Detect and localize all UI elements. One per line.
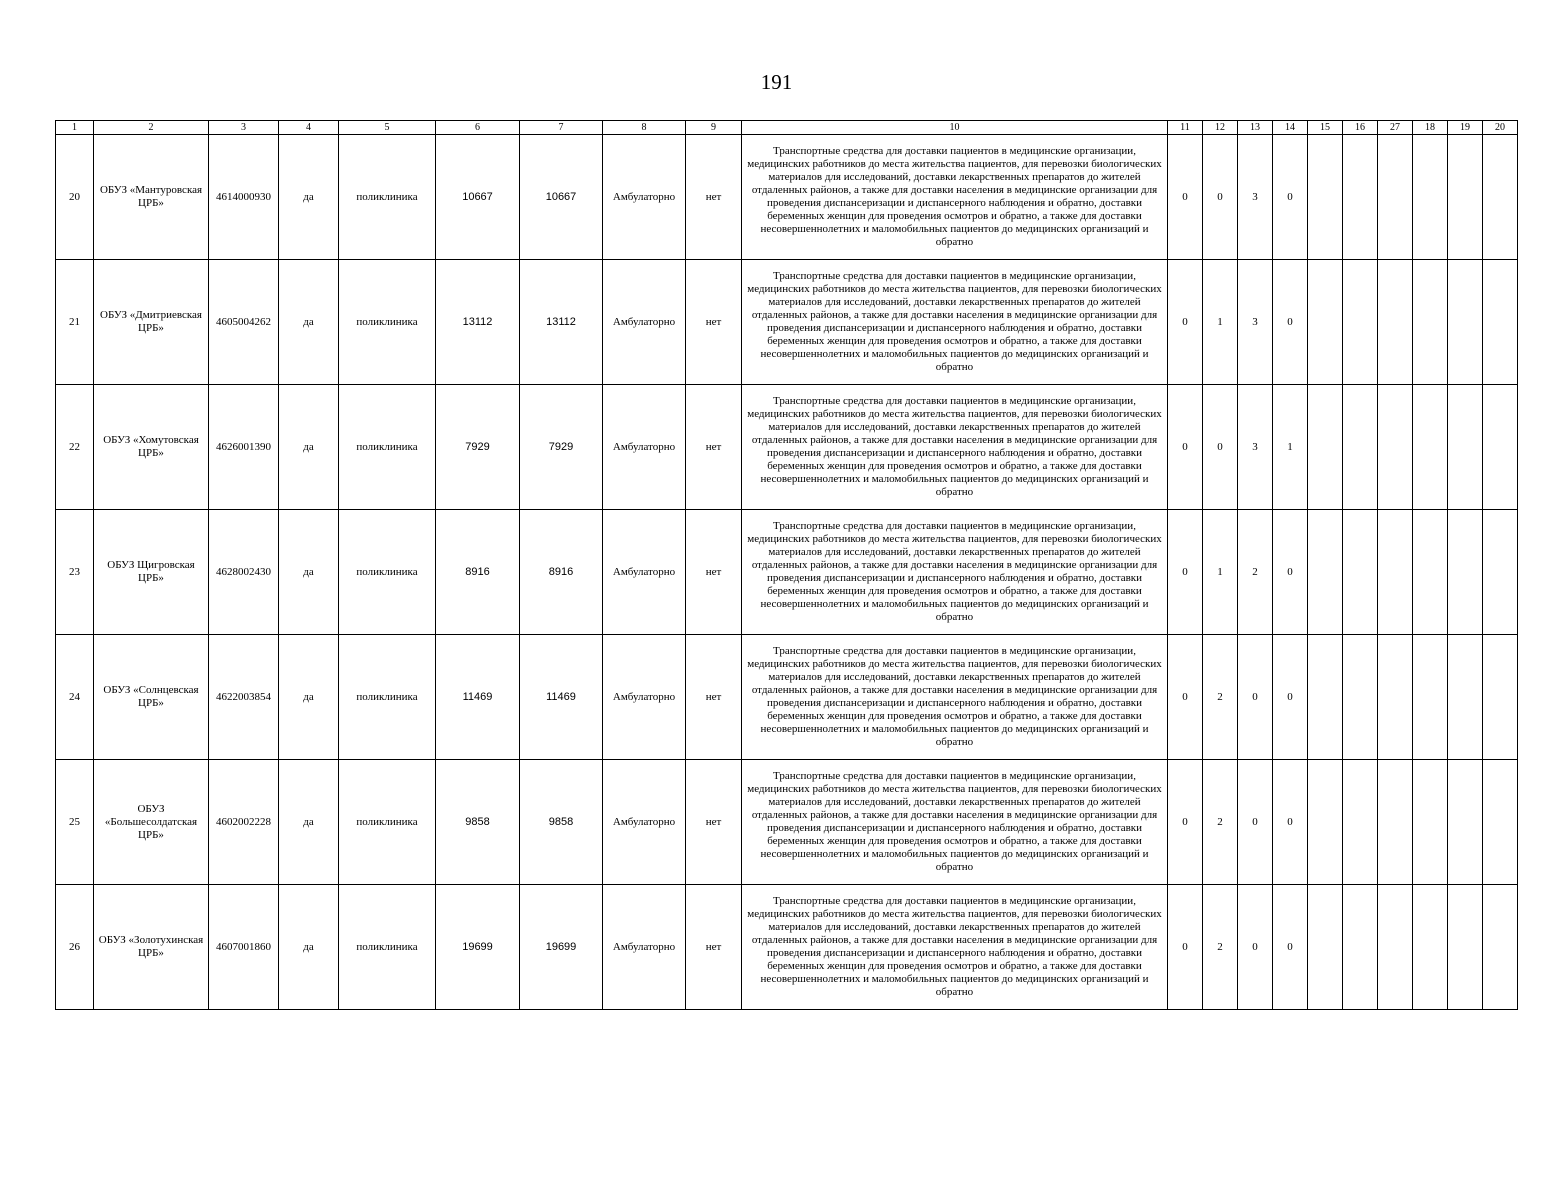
table-row (56, 760, 1518, 885)
row-number-cell: 24 (56, 635, 94, 760)
column-header: 14 (1273, 121, 1308, 135)
count-col17-cell (1378, 885, 1413, 1010)
organization-name-cell: ОБУЗ «Хомутовская ЦРБ» (94, 385, 209, 510)
transport-description-cell: Транспортные средства для доставки пациентов в медицинские организации, медицинских работников до места жительства пациентов, для перевозки биологических материалов для исследований, доставки лекарственных препаратов до жителей отдаленных районов, а также для доставки населения в медицинские организации для проведения диспансеризации и диспансерного наблюдения и обратно, доставки беременных женщин для проведения осмотров и обратно, а также для доставки несовершеннолетних и маломобильных пациентов до медицинских организаций и обратно (742, 510, 1168, 635)
count-col17-cell (1378, 635, 1413, 760)
col9-cell: нет (686, 885, 742, 1010)
transport-description-cell: Транспортные средства для доставки пациентов в медицинские организации, медицинских работников до места жительства пациентов, для перевозки биологических материалов для исследований, доставки лекарственных препаратов до жителей отдаленных районов, а также для доставки населения в медицинские организации для проведения диспансеризации и диспансерного наблюдения и обратно, доставки беременных женщин для проведения осмотров и обратно, а также для доставки несовершеннолетних и маломобильных пациентов до медицинских организаций и обратно (742, 260, 1168, 385)
column-header: 27 (1378, 121, 1413, 135)
page-number: 191 (760, 70, 793, 94)
count-col18-cell (1413, 635, 1448, 760)
organization-name-cell: ОБУЗ «Мантуровская ЦРБ» (94, 135, 209, 260)
flag-cell: да (279, 385, 339, 510)
count-col11-cell: 0 (1168, 885, 1203, 1010)
table-row (56, 635, 1518, 760)
count-col18-cell (1413, 510, 1448, 635)
count-col19-cell (1448, 885, 1483, 1010)
count-col19-cell (1448, 635, 1483, 760)
count-col20-cell (1483, 260, 1518, 385)
row-number-cell: 21 (56, 260, 94, 385)
inn-cell: 4602002228 (209, 760, 279, 885)
count-col11-cell: 0 (1168, 760, 1203, 885)
count-col15-cell (1308, 635, 1343, 760)
count-col13-cell: 0 (1238, 760, 1273, 885)
care-mode-cell: Амбулаторно (603, 260, 686, 385)
value-col6-cell: 7929 (436, 385, 520, 510)
transport-description-cell: Транспортные средства для доставки пациентов в медицинские организации, медицинских работников до места жительства пациентов, для перевозки биологических материалов для исследований, доставки лекарственных препаратов до жителей отдаленных районов, а также для доставки населения в медицинские организации для проведения диспансеризации и диспансерного наблюдения и обратно, доставки беременных женщин для проведения осмотров и обратно, а также для доставки несовершеннолетних и маломобильных пациентов до медицинских организаций и обратно (742, 885, 1168, 1010)
count-col17-cell (1378, 510, 1413, 635)
count-col12-cell: 0 (1203, 385, 1238, 510)
facility-type-cell: поликлиника (339, 760, 436, 885)
flag-cell: да (279, 760, 339, 885)
count-col20-cell (1483, 135, 1518, 260)
count-col13-cell: 3 (1238, 135, 1273, 260)
count-col11-cell: 0 (1168, 385, 1203, 510)
transport-description-cell: Транспортные средства для доставки пациентов в медицинские организации, медицинских работников до места жительства пациентов, для перевозки биологических материалов для исследований, доставки лекарственных препаратов до жителей отдаленных районов, а также для доставки населения в медицинские организации для проведения диспансеризации и диспансерного наблюдения и обратно, доставки беременных женщин для проведения осмотров и обратно, а также для доставки несовершеннолетних и маломобильных пациентов до медицинских организаций и обратно (742, 135, 1168, 260)
count-col12-cell: 2 (1203, 885, 1238, 1010)
count-col18-cell (1413, 260, 1448, 385)
count-col16-cell (1343, 260, 1378, 385)
inn-cell: 4628002430 (209, 510, 279, 635)
count-col16-cell (1343, 760, 1378, 885)
count-col14-cell: 0 (1273, 885, 1308, 1010)
value-col7-cell: 7929 (520, 385, 603, 510)
count-col13-cell: 0 (1238, 635, 1273, 760)
count-col17-cell (1378, 260, 1413, 385)
flag-cell: да (279, 135, 339, 260)
column-header: 16 (1343, 121, 1378, 135)
count-col13-cell: 2 (1238, 510, 1273, 635)
value-col7-cell: 11469 (520, 635, 603, 760)
transport-description-cell: Транспортные средства для доставки пациентов в медицинские организации, медицинских работников до места жительства пациентов, для перевозки биологических материалов для исследований, доставки лекарственных препаратов до жителей отдаленных районов, а также для доставки населения в медицинские организации для проведения диспансеризации и диспансерного наблюдения и обратно, доставки беременных женщин для проведения осмотров и обратно, а также для доставки несовершеннолетних и маломобильных пациентов до медицинских организаций и обратно (742, 760, 1168, 885)
col9-cell: нет (686, 260, 742, 385)
count-col19-cell (1448, 385, 1483, 510)
count-col15-cell (1308, 510, 1343, 635)
count-col14-cell: 1 (1273, 385, 1308, 510)
count-col15-cell (1308, 260, 1343, 385)
column-header: 2 (94, 121, 209, 135)
count-col14-cell: 0 (1273, 635, 1308, 760)
count-col11-cell: 0 (1168, 635, 1203, 760)
facility-type-cell: поликлиника (339, 385, 436, 510)
col9-cell: нет (686, 510, 742, 635)
flag-cell: да (279, 260, 339, 385)
facility-type-cell: поликлиника (339, 260, 436, 385)
count-col19-cell (1448, 510, 1483, 635)
count-col19-cell (1448, 760, 1483, 885)
column-header: 3 (209, 121, 279, 135)
column-header: 13 (1238, 121, 1273, 135)
count-col16-cell (1343, 635, 1378, 760)
count-col18-cell (1413, 385, 1448, 510)
col9-cell: нет (686, 135, 742, 260)
care-mode-cell: Амбулаторно (603, 135, 686, 260)
column-header: 20 (1483, 121, 1518, 135)
count-col18-cell (1413, 760, 1448, 885)
value-col6-cell: 11469 (436, 635, 520, 760)
count-col11-cell: 0 (1168, 135, 1203, 260)
column-header: 12 (1203, 121, 1238, 135)
value-col6-cell: 8916 (436, 510, 520, 635)
count-col18-cell (1413, 135, 1448, 260)
care-mode-cell: Амбулаторно (603, 635, 686, 760)
count-col11-cell: 0 (1168, 260, 1203, 385)
count-col15-cell (1308, 885, 1343, 1010)
table-body (56, 121, 1518, 1010)
care-mode-cell: Амбулаторно (603, 760, 686, 885)
count-col12-cell: 2 (1203, 760, 1238, 885)
flag-cell: да (279, 885, 339, 1010)
organization-name-cell: ОБУЗ «Солнцевская ЦРБ» (94, 635, 209, 760)
count-col14-cell: 0 (1273, 135, 1308, 260)
count-col15-cell (1308, 385, 1343, 510)
col9-cell: нет (686, 385, 742, 510)
count-col18-cell (1413, 885, 1448, 1010)
table-row (56, 510, 1518, 635)
organization-name-cell: ОБУЗ Щигровская ЦРБ» (94, 510, 209, 635)
count-col16-cell (1343, 385, 1378, 510)
count-col14-cell: 0 (1273, 510, 1308, 635)
count-col11-cell: 0 (1168, 510, 1203, 635)
count-col12-cell: 1 (1203, 260, 1238, 385)
inn-cell: 4605004262 (209, 260, 279, 385)
facility-type-cell: поликлиника (339, 510, 436, 635)
column-header: 1 (56, 121, 94, 135)
organization-name-cell: ОБУЗ «Золотухинская ЦРБ» (94, 885, 209, 1010)
value-col6-cell: 19699 (436, 885, 520, 1010)
row-number-cell: 26 (56, 885, 94, 1010)
count-col16-cell (1343, 885, 1378, 1010)
table-row (56, 135, 1518, 260)
column-header: 5 (339, 121, 436, 135)
count-col15-cell (1308, 135, 1343, 260)
column-header: 15 (1308, 121, 1343, 135)
count-col14-cell: 0 (1273, 260, 1308, 385)
value-col7-cell: 13112 (520, 260, 603, 385)
table-row (56, 885, 1518, 1010)
inn-cell: 4614000930 (209, 135, 279, 260)
count-col13-cell: 0 (1238, 885, 1273, 1010)
flag-cell: да (279, 510, 339, 635)
column-header: 8 (603, 121, 686, 135)
value-col6-cell: 10667 (436, 135, 520, 260)
inn-cell: 4607001860 (209, 885, 279, 1010)
transport-description-cell: Транспортные средства для доставки пациентов в медицинские организации, медицинских работников до места жительства пациентов, для перевозки биологических материалов для исследований, доставки лекарственных препаратов до жителей отдаленных районов, а также для доставки населения в медицинские организации для проведения диспансеризации и диспансерного наблюдения и обратно, доставки беременных женщин для проведения осмотров и обратно, а также для доставки несовершеннолетних и маломобильных пациентов до медицинских организаций и обратно (742, 635, 1168, 760)
count-col20-cell (1483, 510, 1518, 635)
facility-type-cell: поликлиника (339, 635, 436, 760)
column-header: 9 (686, 121, 742, 135)
table-row (56, 385, 1518, 510)
count-col20-cell (1483, 885, 1518, 1010)
flag-cell: да (279, 635, 339, 760)
value-col7-cell: 10667 (520, 135, 603, 260)
value-col7-cell: 8916 (520, 510, 603, 635)
value-col6-cell: 13112 (436, 260, 520, 385)
count-col15-cell (1308, 760, 1343, 885)
inn-cell: 4626001390 (209, 385, 279, 510)
value-col6-cell: 9858 (436, 760, 520, 885)
column-header: 11 (1168, 121, 1203, 135)
count-col17-cell (1378, 135, 1413, 260)
col9-cell: нет (686, 635, 742, 760)
count-col20-cell (1483, 635, 1518, 760)
column-header: 19 (1448, 121, 1483, 135)
count-col14-cell: 0 (1273, 760, 1308, 885)
column-header: 7 (520, 121, 603, 135)
count-col16-cell (1343, 135, 1378, 260)
count-col19-cell (1448, 260, 1483, 385)
count-col12-cell: 1 (1203, 510, 1238, 635)
row-number-cell: 20 (56, 135, 94, 260)
count-col12-cell: 2 (1203, 635, 1238, 760)
value-col7-cell: 9858 (520, 760, 603, 885)
count-col20-cell (1483, 385, 1518, 510)
count-col19-cell (1448, 135, 1483, 260)
count-col17-cell (1378, 760, 1413, 885)
count-col12-cell: 0 (1203, 135, 1238, 260)
row-number-cell: 23 (56, 510, 94, 635)
count-col17-cell (1378, 385, 1413, 510)
facility-type-cell: поликлиника (339, 135, 436, 260)
table-row (56, 260, 1518, 385)
inn-cell: 4622003854 (209, 635, 279, 760)
row-number-cell: 22 (56, 385, 94, 510)
count-col13-cell: 3 (1238, 385, 1273, 510)
organization-name-cell: ОБУЗ «Большесолдатская ЦРБ» (94, 760, 209, 885)
count-col16-cell (1343, 510, 1378, 635)
column-header: 18 (1413, 121, 1448, 135)
column-header: 10 (742, 121, 1168, 135)
column-number-row (56, 121, 1518, 135)
col9-cell: нет (686, 760, 742, 885)
count-col13-cell: 3 (1238, 260, 1273, 385)
count-col20-cell (1483, 760, 1518, 885)
row-number-cell: 25 (56, 760, 94, 885)
transport-description-cell: Транспортные средства для доставки пациентов в медицинские организации, медицинских работников до места жительства пациентов, для перевозки биологических материалов для исследований, доставки лекарственных препаратов до жителей отдаленных районов, а также для доставки населения в медицинские организации для проведения диспансеризации и диспансерного наблюдения и обратно, доставки беременных женщин для проведения осмотров и обратно, а также для доставки несовершеннолетних и маломобильных пациентов до медицинских организаций и обратно (742, 385, 1168, 510)
care-mode-cell: Амбулаторно (603, 385, 686, 510)
data-table (55, 120, 1518, 1010)
column-header: 4 (279, 121, 339, 135)
care-mode-cell: Амбулаторно (603, 885, 686, 1010)
organization-name-cell: ОБУЗ «Дмитриевская ЦРБ» (94, 260, 209, 385)
value-col7-cell: 19699 (520, 885, 603, 1010)
facility-type-cell: поликлиника (339, 885, 436, 1010)
column-header: 6 (436, 121, 520, 135)
care-mode-cell: Амбулаторно (603, 510, 686, 635)
